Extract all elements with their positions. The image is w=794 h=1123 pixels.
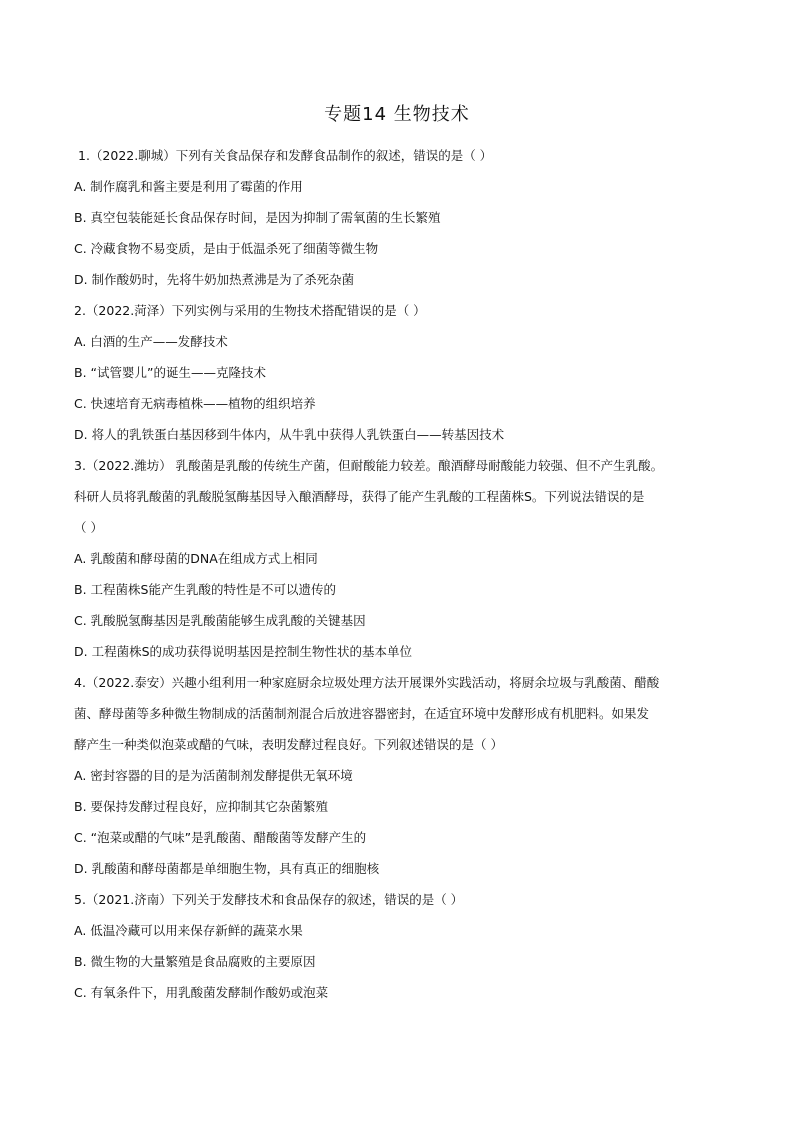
answer-option: B. 微生物的大量繁殖是食品腐败的主要原因 [74, 954, 316, 969]
answer-option: A. 乳酸菌和酵母菌的DNA在组成方式上相同 [74, 551, 318, 566]
answer-option: C. 有氧条件下，用乳酸菌发酵制作酸奶或泡菜 [74, 985, 329, 1000]
answer-option: B. 要保持发酵过程良好，应抑制其它杂菌繁殖 [74, 799, 329, 814]
question-stem-line: 酵产生一种类似泡菜或醋的气味，表明发酵过程良好。下列叙述错误的是（ ） [74, 737, 503, 752]
answer-option: A. 白酒的生产——发酵技术 [74, 334, 228, 349]
question-stem-line: 科研人员将乳酸菌的乳酸脱氢酶基因导入酿酒酵母，获得了能产生乳酸的工程菌株S。下列说法错误的是 [74, 489, 645, 504]
question-stem-line: 4.（2022.泰安）兴趣小组利用一种家庭厨余垃圾处理方法开展课外实践活动，将厨余垃圾与乳酸菌、醋酸 [74, 675, 660, 690]
question-stem-line: 3.（2022.潍坊） 乳酸菌是乳酸的传统生产菌，但耐酸能力较差。酿酒酵母耐酸能力较强、但不产生乳酸。 [74, 458, 664, 473]
question-stem: 1.（2022.聊城）下列有关食品保存和发酵食品制作的叙述，错误的是（ ） [78, 148, 493, 163]
answer-option: B. 真空包装能延长食品保存时间，是因为抑制了需氧菌的生长繁殖 [74, 210, 441, 225]
answer-option: A. 制作腐乳和酱主要是利用了霉菌的作用 [74, 179, 303, 194]
question-stem-line: （ ） [74, 520, 103, 535]
page-title: 专题14 生物技术 [324, 104, 470, 125]
question-stem: 2.（2022.菏泽）下列实例与采用的生物技术搭配错误的是（ ） [74, 303, 426, 318]
answer-option: C. 冷藏食物不易变质，是由于低温杀死了细菌等微生物 [74, 241, 379, 256]
answer-option: D. 制作酸奶时，先将牛奶加热煮沸是为了杀死杂菌 [74, 272, 355, 287]
answer-option: D. 工程菌株S的成功获得说明基因是控制生物性状的基本单位 [74, 644, 413, 659]
question-stem-line: 菌、酵母菌等多种微生物制成的活菌制剂混合后放进容器密封，在适宜环境中发酵形成有机肥料。如果发 [74, 706, 650, 721]
answer-option: C. 乳酸脱氢酶基因是乳酸菌能够生成乳酸的关键基因 [74, 613, 366, 628]
answer-option: D. 乳酸菌和酵母菌都是单细胞生物，具有真正的细胞核 [74, 861, 380, 876]
question-list [74, 140, 734, 1008]
answer-option: D. 将人的乳铁蛋白基因移到牛体内，从牛乳中获得人乳铁蛋白——转基因技术 [74, 427, 505, 442]
answer-option: B. 工程菌株S能产生乳酸的特性是不可以遗传的 [74, 582, 336, 597]
answer-option: A. 密封容器的目的是为活菌制剂发酵提供无氧环境 [74, 768, 353, 783]
answer-option: C. “泡菜或醋的气味”是乳酸菌、醋酸菌等发酵产生的 [74, 830, 367, 845]
answer-option: A. 低温冷藏可以用来保存新鲜的蔬菜水果 [74, 923, 303, 938]
answer-option: C. 快速培育无病毒植株——植物的组织培养 [74, 396, 316, 411]
question-stem: 5.（2021.济南）下列关于发酵技术和食品保存的叙述，错误的是（ ） [74, 892, 464, 907]
answer-option: B. “试管婴儿”的诞生——克隆技术 [74, 365, 266, 380]
